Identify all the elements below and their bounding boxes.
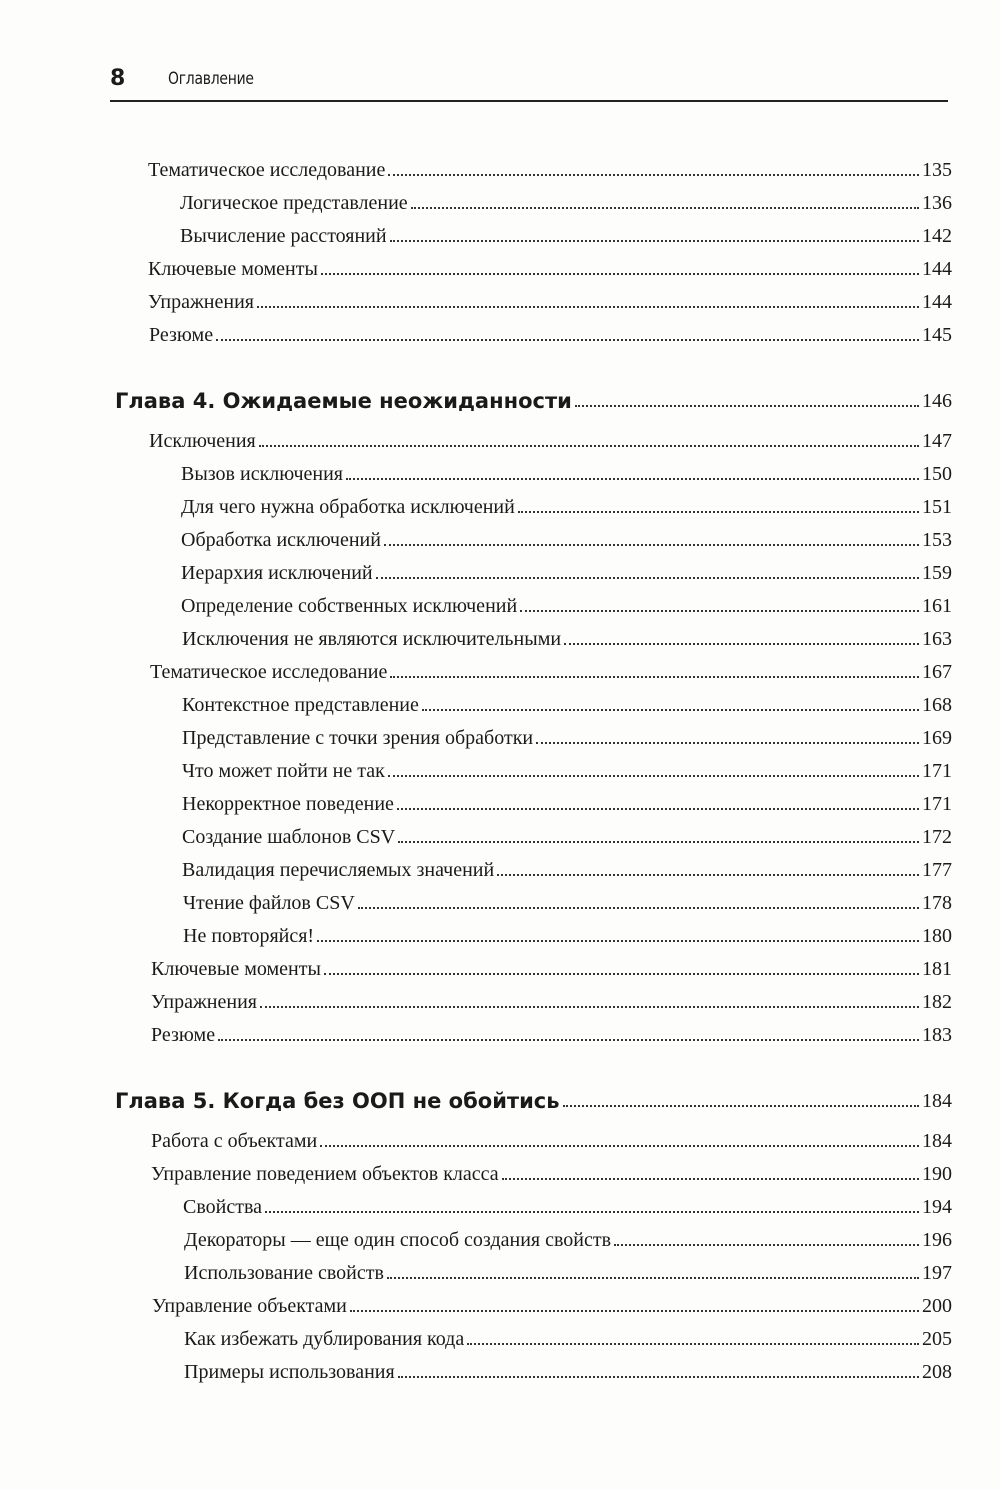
toc-entry bbox=[180, 218, 952, 248]
toc-entry-page: 153 bbox=[922, 529, 952, 551]
dot-leader bbox=[265, 1211, 919, 1213]
toc-entry-page: 171 bbox=[922, 793, 952, 815]
toc-entry-title: Ключевые моменты bbox=[151, 958, 321, 980]
toc-entry-page: 200 bbox=[922, 1295, 952, 1317]
dot-leader bbox=[388, 775, 919, 777]
toc-entry-title: Представление с точки зрения обработки bbox=[182, 727, 534, 749]
dot-leader bbox=[614, 1244, 919, 1246]
dot-leader bbox=[411, 207, 919, 209]
dot-leader bbox=[398, 1376, 919, 1378]
toc-entry bbox=[151, 984, 952, 1014]
toc-entry-page: 180 bbox=[922, 925, 952, 947]
toc-entry-page: 183 bbox=[922, 1024, 952, 1046]
toc-entry bbox=[183, 918, 952, 948]
toc-entry-title: Не повторяйся! bbox=[183, 925, 315, 947]
dot-leader bbox=[388, 174, 919, 176]
toc-entry bbox=[152, 1288, 952, 1318]
running-title: Оглавление bbox=[168, 69, 254, 89]
toc-entry-title: Для чего нужна обработка исключений bbox=[181, 496, 515, 518]
toc-entry-title: Резюме bbox=[149, 324, 214, 346]
toc-entry-title: Глава 4. Ожидаемые неожиданности bbox=[115, 389, 572, 413]
toc-entry-page: 171 bbox=[922, 760, 952, 782]
toc-entry bbox=[182, 720, 952, 750]
toc-entry bbox=[184, 1255, 952, 1285]
toc-entry-page: 184 bbox=[922, 1130, 952, 1152]
toc-entry-title: Чтение файлов CSV bbox=[183, 892, 355, 914]
toc-entry bbox=[183, 885, 952, 915]
toc-entry-page: 163 bbox=[922, 628, 952, 650]
toc-entry bbox=[181, 522, 952, 552]
toc-entry bbox=[148, 284, 952, 314]
toc-entry-title: Что может пойти не так bbox=[182, 760, 385, 782]
toc-entry-title: Резюме bbox=[151, 1024, 216, 1046]
toc-entry bbox=[182, 621, 952, 651]
toc-entry bbox=[148, 152, 952, 182]
toc-entry bbox=[181, 489, 952, 519]
dot-leader bbox=[520, 610, 919, 612]
toc-entry bbox=[181, 456, 952, 486]
toc-entry bbox=[182, 819, 952, 849]
dot-leader bbox=[216, 339, 919, 341]
toc-chapter-entry bbox=[115, 1083, 952, 1113]
toc-entry bbox=[184, 1222, 952, 1252]
toc-entry-title: Иерархия исключений bbox=[181, 562, 373, 584]
toc-entry bbox=[149, 423, 952, 453]
toc-entry-title: Упражнения bbox=[148, 291, 254, 313]
toc-entry-title: Тематическое исследование bbox=[148, 159, 386, 181]
toc-entry-page: 151 bbox=[922, 496, 952, 518]
toc-entry-page: 150 bbox=[922, 463, 952, 485]
toc-entry-page: 147 bbox=[922, 430, 952, 452]
toc-entry bbox=[151, 1156, 952, 1186]
running-header bbox=[110, 66, 948, 102]
toc-entry bbox=[182, 786, 952, 816]
toc-entry-page: 205 bbox=[922, 1328, 952, 1350]
toc-entry-title: Определение собственных исключений bbox=[181, 595, 518, 617]
toc-entry bbox=[184, 1321, 952, 1351]
dot-leader bbox=[376, 577, 919, 579]
toc-entry-page: 197 bbox=[922, 1262, 952, 1284]
toc-entry-title: Вычисление расстояний bbox=[180, 225, 387, 247]
dot-leader bbox=[218, 1039, 919, 1041]
toc-entry bbox=[149, 317, 952, 347]
toc-entry-title: Работа с объектами bbox=[151, 1130, 318, 1152]
toc-entry-title: Декораторы — еще один способ создания свойств bbox=[184, 1229, 612, 1251]
toc-entry bbox=[182, 852, 952, 882]
toc-entry bbox=[184, 1354, 952, 1384]
toc-entry-page: 144 bbox=[922, 258, 952, 280]
dot-leader bbox=[346, 478, 919, 480]
toc-entry-title: Примеры использования bbox=[184, 1361, 395, 1383]
toc-entry-page: 190 bbox=[922, 1163, 952, 1185]
toc-entry-page: 172 bbox=[922, 826, 952, 848]
toc-entry-title: Использование свойств bbox=[184, 1262, 384, 1284]
dot-leader bbox=[422, 709, 919, 711]
toc-chapter-entry bbox=[115, 383, 952, 413]
toc-entry-page: 144 bbox=[922, 291, 952, 313]
toc-entry-title: Некорректное поведение bbox=[182, 793, 394, 815]
toc-entry-page: 135 bbox=[922, 159, 952, 181]
dot-leader bbox=[317, 940, 919, 942]
dot-leader bbox=[390, 676, 919, 678]
toc-entry-page: 177 bbox=[922, 859, 952, 881]
toc-entry bbox=[148, 251, 952, 281]
toc-entry-page: 161 bbox=[922, 595, 952, 617]
toc-entry bbox=[151, 951, 952, 981]
dot-leader bbox=[259, 445, 919, 447]
toc-entry-page: 167 bbox=[922, 661, 952, 683]
dot-leader bbox=[350, 1310, 919, 1312]
dot-leader bbox=[324, 973, 919, 975]
dot-leader bbox=[563, 1105, 919, 1107]
toc-entry-page: 184 bbox=[922, 1090, 952, 1112]
dot-leader bbox=[575, 405, 919, 407]
dot-leader bbox=[358, 907, 919, 909]
toc-entry bbox=[181, 588, 952, 618]
toc-entry-title: Исключения bbox=[149, 430, 256, 452]
dot-leader bbox=[321, 273, 919, 275]
toc-entry-page: 142 bbox=[922, 225, 952, 247]
toc-entry-page: 168 bbox=[922, 694, 952, 716]
toc-entry-page: 146 bbox=[922, 390, 952, 412]
dot-leader bbox=[387, 1277, 919, 1279]
toc-entry bbox=[182, 687, 952, 717]
toc-entry bbox=[180, 185, 952, 215]
dot-leader bbox=[497, 874, 919, 876]
dot-leader bbox=[257, 306, 919, 308]
toc-entry-title: Валидация перечисляемых значений bbox=[182, 859, 495, 881]
dot-leader bbox=[397, 808, 919, 810]
toc-entry bbox=[183, 1189, 952, 1219]
dot-leader bbox=[564, 643, 919, 645]
toc-entry bbox=[151, 1017, 952, 1047]
dot-leader bbox=[467, 1343, 919, 1345]
toc-entry-title: Контекстное представление bbox=[182, 694, 419, 716]
dot-leader bbox=[260, 1006, 919, 1008]
toc-entry-title: Упражнения bbox=[151, 991, 257, 1013]
toc-entry-title: Свойства bbox=[183, 1196, 263, 1218]
toc-entry-title: Исключения не являются исключительными bbox=[182, 628, 562, 650]
page-number: 8 bbox=[110, 66, 126, 91]
toc-entry-title: Глава 5. Когда без ООП не обойтись bbox=[115, 1089, 560, 1113]
toc-entry-page: 182 bbox=[922, 991, 952, 1013]
dot-leader bbox=[390, 240, 919, 242]
dot-leader bbox=[502, 1178, 919, 1180]
toc-entry-page: 196 bbox=[922, 1229, 952, 1251]
toc-entry-title: Управление объектами bbox=[152, 1295, 347, 1317]
toc-entry-page: 145 bbox=[922, 324, 952, 346]
dot-leader bbox=[384, 544, 919, 546]
toc-entry-page: 178 bbox=[922, 892, 952, 914]
toc-entry-title: Ключевые моменты bbox=[148, 258, 318, 280]
toc-entry bbox=[150, 654, 952, 684]
dot-leader bbox=[398, 841, 919, 843]
dot-leader bbox=[320, 1145, 919, 1147]
toc-entry-title: Тематическое исследование bbox=[150, 661, 388, 683]
toc-entry-title: Управление поведением объектов класса bbox=[151, 1163, 499, 1185]
toc-entry bbox=[182, 753, 952, 783]
toc-entry-page: 208 bbox=[922, 1361, 952, 1383]
toc-entry-page: 136 bbox=[922, 192, 952, 214]
toc-entry-title: Вызов исключения bbox=[181, 463, 344, 485]
toc-entry-page: 181 bbox=[922, 958, 952, 980]
toc-entry-title: Обработка исключений bbox=[181, 529, 381, 551]
dot-leader bbox=[536, 742, 919, 744]
toc-entry-title: Как избежать дублирования кода bbox=[184, 1328, 465, 1350]
toc-entry-page: 194 bbox=[922, 1196, 952, 1218]
toc-entry-page: 169 bbox=[922, 727, 952, 749]
toc-entry bbox=[181, 555, 952, 585]
toc-entry-page: 159 bbox=[922, 562, 952, 584]
toc-entry-title: Логическое представление bbox=[180, 192, 408, 214]
toc-entry bbox=[151, 1123, 952, 1153]
toc-entry-title: Создание шаблонов CSV bbox=[182, 826, 396, 848]
dot-leader bbox=[518, 511, 919, 513]
